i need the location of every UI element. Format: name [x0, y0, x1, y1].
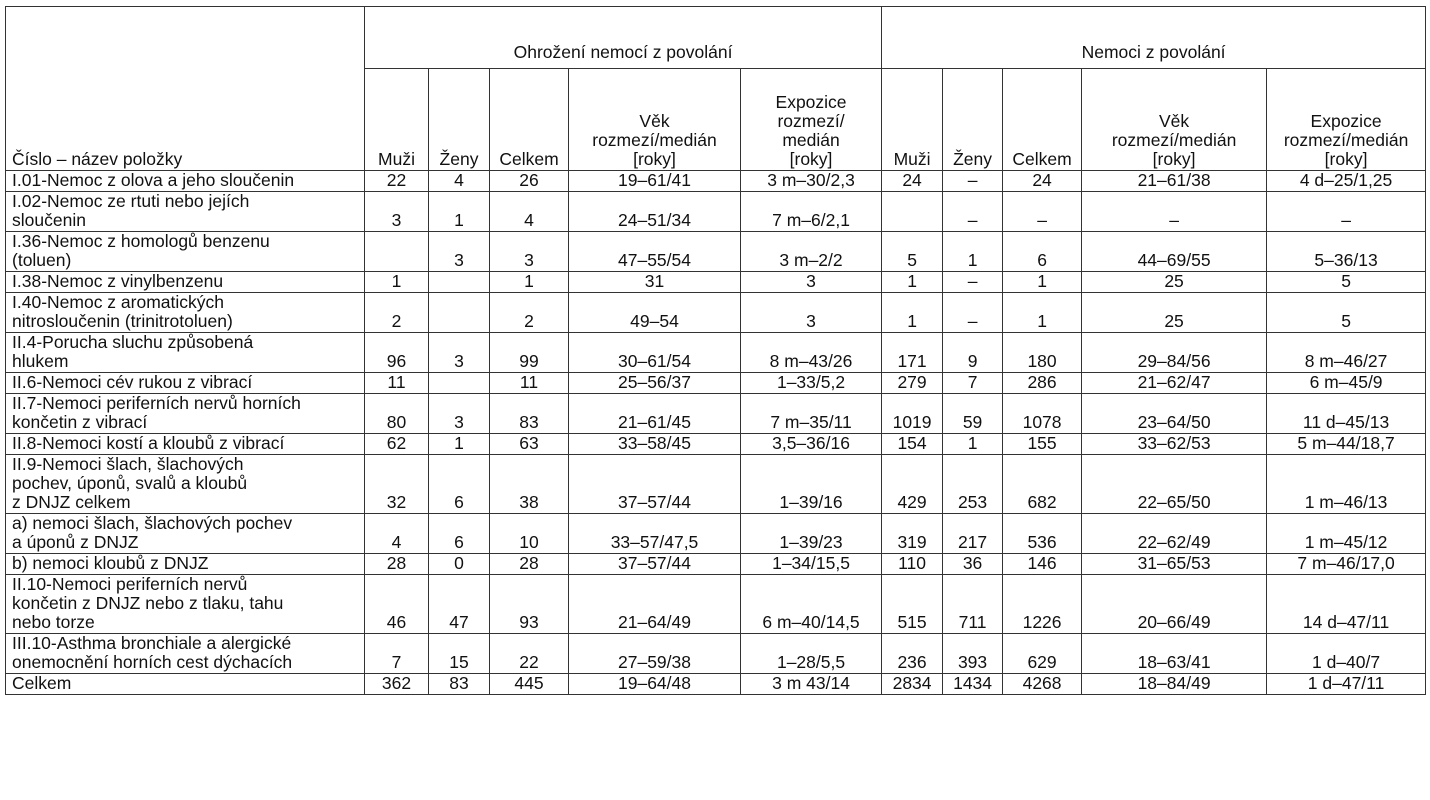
table-cell: 62 — [365, 434, 429, 455]
column-header-expozice: Expozice rozmezí/ medián [roky] — [741, 69, 882, 171]
table-cell: 3 m–30/2,3 — [741, 171, 882, 192]
table-cell: 171 — [882, 333, 943, 373]
table-cell: 7 m–6/2,1 — [741, 192, 882, 232]
table-cell: 93 — [490, 575, 569, 634]
table-cell: 21–61/45 — [569, 394, 741, 434]
table-cell: 24 — [882, 171, 943, 192]
column-header-zeny: Ženy — [429, 69, 490, 171]
table-cell: 19–64/48 — [569, 674, 741, 695]
column-header-celkem: Celkem — [1003, 69, 1082, 171]
table-row — [6, 293, 1426, 333]
column-header-zeny: Ženy — [943, 69, 1003, 171]
row-label: II.4-Porucha sluchu způsobená hlukem — [6, 333, 365, 373]
table-cell: 11 — [490, 373, 569, 394]
row-label: II.10-Nemoci periferních nervů končetin z DNJZ nebo z tlaku, tahu nebo torze — [6, 575, 365, 634]
table-cell: 3 — [741, 293, 882, 333]
table-cell: 28 — [365, 554, 429, 575]
table-cell: 24–51/34 — [569, 192, 741, 232]
table-cell: – — [1003, 192, 1082, 232]
table-cell: 1–34/15,5 — [741, 554, 882, 575]
table-cell: 33–62/53 — [1082, 434, 1267, 455]
table-cell: – — [943, 272, 1003, 293]
table-row — [6, 434, 1426, 455]
table-row — [6, 554, 1426, 575]
row-label: III.10-Asthma bronchiale a alergické onemocnění horních cest dýchacích — [6, 634, 365, 674]
table-cell: 20–66/49 — [1082, 575, 1267, 634]
table-cell: 9 — [943, 333, 1003, 373]
table-cell: 180 — [1003, 333, 1082, 373]
table-cell: 253 — [943, 455, 1003, 514]
table-cell: 155 — [1003, 434, 1082, 455]
table-cell: 279 — [882, 373, 943, 394]
table-cell: 319 — [882, 514, 943, 554]
table-cell: 217 — [943, 514, 1003, 554]
table-cell: 1–28/5,5 — [741, 634, 882, 674]
table-cell: 59 — [943, 394, 1003, 434]
table-cell: 30–61/54 — [569, 333, 741, 373]
table-cell: 49–54 — [569, 293, 741, 333]
table-cell: 1–39/16 — [741, 455, 882, 514]
table-cell: 15 — [429, 634, 490, 674]
table-cell: 3 — [741, 272, 882, 293]
group-header-nemoci: Nemoci z povolání — [882, 7, 1426, 69]
table-cell: 47 — [429, 575, 490, 634]
table-cell — [429, 272, 490, 293]
table-cell: – — [943, 293, 1003, 333]
table-cell: 1226 — [1003, 575, 1082, 634]
table-row — [6, 232, 1426, 272]
table-cell: 629 — [1003, 634, 1082, 674]
table-cell: 22 — [365, 171, 429, 192]
table-cell: 83 — [429, 674, 490, 695]
table-row — [6, 575, 1426, 634]
table-cell — [429, 293, 490, 333]
row-label: I.01-Nemoc z olova a jeho sloučenin — [6, 171, 365, 192]
table-cell: 25–56/37 — [569, 373, 741, 394]
table-cell: 18–84/49 — [1082, 674, 1267, 695]
table-cell: 99 — [490, 333, 569, 373]
table-cell: 5–36/13 — [1267, 232, 1426, 272]
table-cell: 5 m–44/18,7 — [1267, 434, 1426, 455]
table-cell: 26 — [490, 171, 569, 192]
table-cell: 31 — [569, 272, 741, 293]
table-cell: 44–69/55 — [1082, 232, 1267, 272]
table-cell: 536 — [1003, 514, 1082, 554]
table-cell: 2 — [365, 293, 429, 333]
row-label: I.36-Nemoc z homologů benzenu (toluen) — [6, 232, 365, 272]
table-row — [6, 674, 1426, 695]
table-cell: 1 m–45/12 — [1267, 514, 1426, 554]
table-row — [6, 514, 1426, 554]
table-body — [6, 171, 1426, 695]
table-cell: 4268 — [1003, 674, 1082, 695]
table-cell: 1 — [943, 434, 1003, 455]
row-label: II.8-Nemoci kostí a kloubů z vibrací — [6, 434, 365, 455]
table-row — [6, 373, 1426, 394]
table-cell: 6 — [429, 514, 490, 554]
table-cell: 10 — [490, 514, 569, 554]
header-row-groups — [6, 7, 1426, 69]
table-cell: 3 m–2/2 — [741, 232, 882, 272]
table-cell: 5 — [1267, 293, 1426, 333]
table-cell: 1 — [882, 272, 943, 293]
table-cell: 2 — [490, 293, 569, 333]
table-cell: 1019 — [882, 394, 943, 434]
table-row — [6, 192, 1426, 232]
column-header-celkem: Celkem — [490, 69, 569, 171]
column-header-muzi: Muži — [365, 69, 429, 171]
table-cell — [882, 192, 943, 232]
table-cell: 429 — [882, 455, 943, 514]
table-cell: 32 — [365, 455, 429, 514]
table-cell: 38 — [490, 455, 569, 514]
table-cell: 393 — [943, 634, 1003, 674]
table-cell: 22–65/50 — [1082, 455, 1267, 514]
column-header-label: Číslo – název položky — [6, 7, 365, 171]
table-cell: 1 — [429, 192, 490, 232]
row-label: a) nemoci šlach, šlachových pochev a úponů z DNJZ — [6, 514, 365, 554]
table-cell: 11 d–45/13 — [1267, 394, 1426, 434]
table-cell: 1 — [429, 434, 490, 455]
table-cell: 236 — [882, 634, 943, 674]
table-row — [6, 272, 1426, 293]
column-header-vek: Věk rozmezí/medián [roky] — [1082, 69, 1267, 171]
table-cell: 711 — [943, 575, 1003, 634]
column-header-muzi: Muži — [882, 69, 943, 171]
table-cell: 3 — [429, 394, 490, 434]
table-cell: 682 — [1003, 455, 1082, 514]
row-label: Celkem — [6, 674, 365, 695]
table-cell: 21–62/47 — [1082, 373, 1267, 394]
table-cell: 1 — [943, 232, 1003, 272]
table-cell: 21–61/38 — [1082, 171, 1267, 192]
table-cell: 5 — [882, 232, 943, 272]
row-label: b) nemoci kloubů z DNJZ — [6, 554, 365, 575]
table-cell: 7 m–46/17,0 — [1267, 554, 1426, 575]
column-header-expozice: Expozice rozmezí/medián [roky] — [1267, 69, 1426, 171]
table-cell: 6 m–45/9 — [1267, 373, 1426, 394]
table-cell: 22–62/49 — [1082, 514, 1267, 554]
table-cell: 29–84/56 — [1082, 333, 1267, 373]
table-cell: 80 — [365, 394, 429, 434]
column-header-vek: Věk rozmezí/medián [roky] — [569, 69, 741, 171]
table-cell: 1078 — [1003, 394, 1082, 434]
table-cell: 46 — [365, 575, 429, 634]
table-cell — [429, 373, 490, 394]
table-cell: 4 — [365, 514, 429, 554]
table-cell: 6 — [1003, 232, 1082, 272]
table-cell: 362 — [365, 674, 429, 695]
table-cell: 63 — [490, 434, 569, 455]
table-row — [6, 171, 1426, 192]
table-cell: – — [943, 171, 1003, 192]
row-label: II.6-Nemoci cév rukou z vibrací — [6, 373, 365, 394]
table-cell: 1 — [1003, 293, 1082, 333]
table-cell: 1 m–46/13 — [1267, 455, 1426, 514]
table-cell: 22 — [490, 634, 569, 674]
table-cell: – — [1082, 192, 1267, 232]
table-cell: 6 m–40/14,5 — [741, 575, 882, 634]
table-cell: 33–57/47,5 — [569, 514, 741, 554]
table-cell: 4 d–25/1,25 — [1267, 171, 1426, 192]
table-cell: 1–33/5,2 — [741, 373, 882, 394]
table-cell: 3 — [365, 192, 429, 232]
table-cell: 19–61/41 — [569, 171, 741, 192]
group-header-ohrozeni: Ohrožení nemocí z povolání — [365, 7, 882, 69]
table-cell: 1434 — [943, 674, 1003, 695]
table-cell: 7 — [943, 373, 1003, 394]
table-cell: 146 — [1003, 554, 1082, 575]
row-label: I.40-Nemoc z aromatických nitrosloučenin (trinitrotoluen) — [6, 293, 365, 333]
table-cell: 8 m–43/26 — [741, 333, 882, 373]
table-cell: 3,5–36/16 — [741, 434, 882, 455]
table-cell: 8 m–46/27 — [1267, 333, 1426, 373]
table-cell: 83 — [490, 394, 569, 434]
table-cell: 37–57/44 — [569, 554, 741, 575]
table-cell: 96 — [365, 333, 429, 373]
table-cell: 4 — [490, 192, 569, 232]
table-cell: 25 — [1082, 293, 1267, 333]
table-cell: 154 — [882, 434, 943, 455]
table-cell: 18–63/41 — [1082, 634, 1267, 674]
table-cell: 6 — [429, 455, 490, 514]
table-cell: 7 m–35/11 — [741, 394, 882, 434]
row-label: II.9-Nemoci šlach, šlachových pochev, úponů, svalů a kloubů z DNJZ celkem — [6, 455, 365, 514]
table-cell: 11 — [365, 373, 429, 394]
table-cell: 3 — [429, 232, 490, 272]
table-cell: 36 — [943, 554, 1003, 575]
table-cell: 23–64/50 — [1082, 394, 1267, 434]
table-container — [5, 6, 1426, 695]
table-cell: 110 — [882, 554, 943, 575]
table-cell: 14 d–47/11 — [1267, 575, 1426, 634]
row-label: I.02-Nemoc ze rtuti nebo jejích sloučenin — [6, 192, 365, 232]
table-cell: 7 — [365, 634, 429, 674]
table-cell: 445 — [490, 674, 569, 695]
table-cell: 1 — [1003, 272, 1082, 293]
table-cell: 1 — [490, 272, 569, 293]
table-cell: 3 — [429, 333, 490, 373]
table-cell: 28 — [490, 554, 569, 575]
occupational-disease-table — [5, 6, 1426, 695]
table-cell: – — [943, 192, 1003, 232]
table-cell: 37–57/44 — [569, 455, 741, 514]
row-label: I.38-Nemoc z vinylbenzenu — [6, 272, 365, 293]
table-cell: 27–59/38 — [569, 634, 741, 674]
table-cell: 33–58/45 — [569, 434, 741, 455]
table-cell: 47–55/54 — [569, 232, 741, 272]
table-cell: 1 — [882, 293, 943, 333]
table-cell: 1 — [365, 272, 429, 293]
table-cell: 5 — [1267, 272, 1426, 293]
table-cell: 0 — [429, 554, 490, 575]
table-row — [6, 333, 1426, 373]
table-cell: 24 — [1003, 171, 1082, 192]
table-cell: 1 d–40/7 — [1267, 634, 1426, 674]
table-cell: 286 — [1003, 373, 1082, 394]
table-cell: 31–65/53 — [1082, 554, 1267, 575]
table-cell: 515 — [882, 575, 943, 634]
table-cell: 1 d–47/11 — [1267, 674, 1426, 695]
table-cell — [365, 232, 429, 272]
table-row — [6, 394, 1426, 434]
table-row — [6, 455, 1426, 514]
table-cell: 1–39/23 — [741, 514, 882, 554]
row-label: II.7-Nemoci periferních nervů horních končetin z vibrací — [6, 394, 365, 434]
table-cell: 3 — [490, 232, 569, 272]
table-row — [6, 634, 1426, 674]
table-cell: 3 m 43/14 — [741, 674, 882, 695]
table-cell: 21–64/49 — [569, 575, 741, 634]
table-cell: – — [1267, 192, 1426, 232]
table-cell: 4 — [429, 171, 490, 192]
table-cell: 25 — [1082, 272, 1267, 293]
table-cell: 2834 — [882, 674, 943, 695]
